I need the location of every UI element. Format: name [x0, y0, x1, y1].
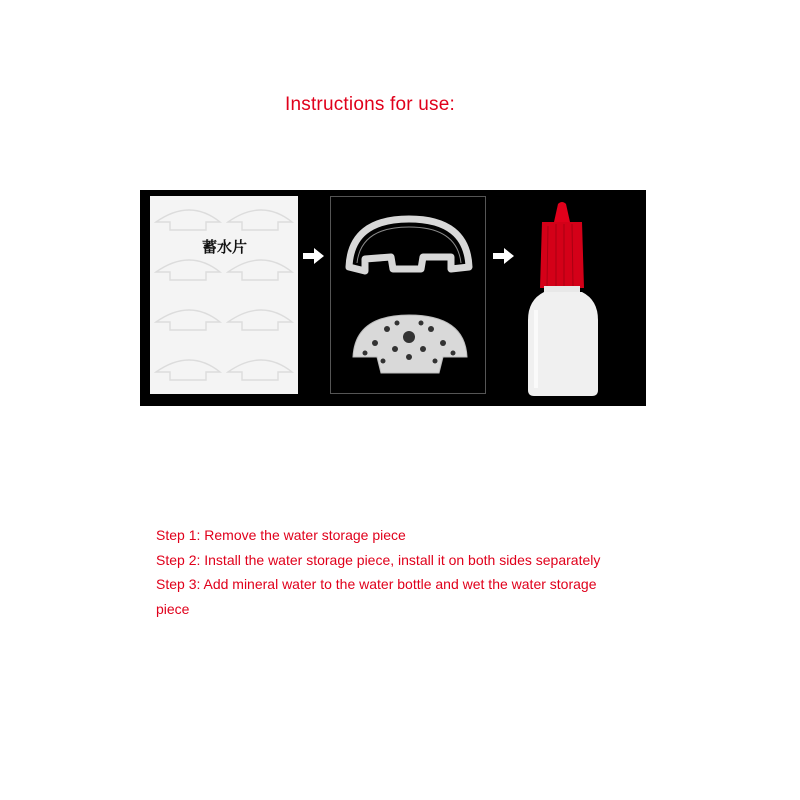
step-3: Step 3: Add mineral water to the water bottle and wet the water storage — [156, 576, 597, 592]
product-illustration — [140, 190, 646, 406]
storage-tray-icon — [330, 196, 486, 394]
arrow-right-icon — [492, 246, 516, 266]
water-storage-sheet-icon — [150, 196, 298, 394]
arrow-right-icon — [302, 246, 326, 266]
step-2: Step 2: Install the water storage piece, install it on both sides separately — [156, 551, 601, 568]
instructions-title: Instructions for use: — [285, 94, 455, 115]
step-3-continued: piece — [156, 600, 190, 617]
step-1: Step 1: Remove the water storage piece — [156, 527, 406, 543]
dropper-bottle-icon — [520, 200, 606, 400]
sheet-label: 蓄水片 — [202, 238, 248, 256]
steps-list — [156, 523, 656, 621]
